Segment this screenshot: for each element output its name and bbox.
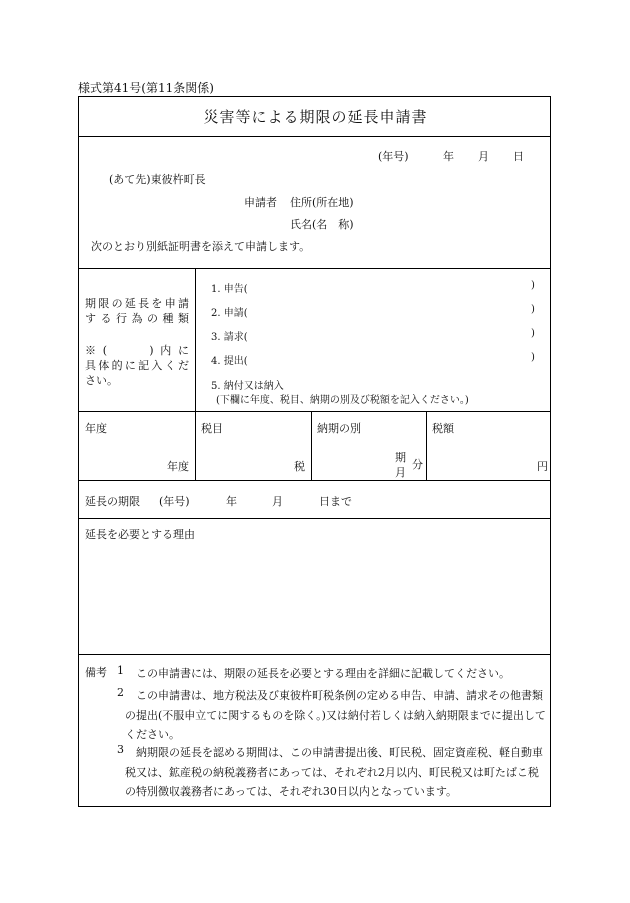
tax-col-divider-1 — [195, 411, 196, 480]
date-month: 月 — [478, 150, 489, 163]
act-item-1: 1. 申告( — [211, 284, 248, 295]
notes-label: 備考 — [85, 666, 107, 679]
applicant-label: 申請者 — [244, 196, 277, 209]
note-2-text: この申請書は、地方税法及び東彼杵町税条例の定める申告、申請、請求その他書類の提出(不服申立てに関するものを除く。)又は納付若しくは納入納期限までに提出してください。 — [125, 689, 546, 741]
acts-note-line-3: さい。 — [85, 374, 118, 387]
extension-divider — [79, 518, 550, 519]
address-label: 住所(所在地) — [290, 196, 354, 209]
act-item-2: 2. 申請( — [211, 308, 248, 319]
extension-label: 延長の期限 — [85, 495, 140, 508]
tax-item-unit: 税 — [294, 460, 305, 473]
name-label: 氏名(名 称) — [290, 218, 354, 231]
note-3-text: 納期限の延長を認める期間は、この申請書提出後、町民税、固定資産税、軽自動車税又は、鉱産税の納税義務者にあっては、それぞれ2月以内、町民税又は町たばこ税の特別徴収義務者にあっては、それぞれ30日以内となっています。 — [125, 746, 543, 798]
act-item-1-close: ) — [531, 280, 535, 291]
tax-col-divider-2 — [311, 411, 312, 480]
tax-amount-unit: 円 — [537, 460, 548, 473]
acts-column-divider — [195, 268, 196, 411]
application-form — [78, 96, 551, 807]
date-era: (年号) — [378, 150, 409, 163]
tax-period-unit-2: 月 — [395, 466, 406, 479]
act-item-5: 5. 納付又は納入 — [211, 381, 284, 392]
extension-month: 月 — [272, 495, 283, 508]
form-number: 様式第41号(第11条関係) — [78, 81, 214, 95]
date-day: 日 — [513, 150, 524, 163]
acts-label-line-2: する行為の種類 — [85, 312, 189, 325]
tax-header-year: 年度 — [85, 422, 107, 435]
acts-note-line-2: 具体的に記入くだ — [85, 359, 189, 372]
tax-period-unit-3: 分 — [412, 458, 423, 471]
tax-table-divider — [79, 480, 550, 481]
date-year: 年 — [443, 150, 454, 163]
act-item-4: 4. 提出( — [211, 356, 248, 367]
acts-label-line-1: 期限の延長を申請 — [85, 297, 189, 310]
act-item-5-note: (下欄に年度、税目、納期の別及び税額を記入ください。) — [216, 395, 469, 406]
extension-until: 日まで — [319, 495, 352, 508]
note-3-number: 3 — [117, 743, 124, 756]
note-1-number: 1 — [117, 664, 124, 677]
reason-label: 延長を必要とする理由 — [85, 528, 195, 541]
note-2-number: 2 — [117, 686, 124, 699]
header-divider — [79, 268, 550, 269]
acts-note-line-1: ※( )内に — [85, 344, 189, 357]
extension-year: 年 — [226, 495, 237, 508]
tax-year-unit: 年度 — [167, 460, 189, 473]
form-title: 災害等による期限の延長申請書 — [203, 108, 428, 126]
act-item-2-close: ) — [531, 304, 535, 315]
addressee: (あて先)東彼杵町長 — [109, 173, 206, 186]
tax-header-amount: 税額 — [432, 422, 454, 435]
tax-col-divider-3 — [426, 411, 427, 480]
tax-header-item: 税目 — [201, 422, 223, 435]
tax-period-unit-1: 期 — [395, 451, 406, 464]
statement: 次のとおり別紙証明書を添えて申請します。 — [91, 240, 311, 253]
acts-divider — [79, 411, 550, 412]
reason-divider — [79, 654, 550, 655]
tax-header-period: 納期の別 — [317, 422, 361, 435]
act-item-3: 3. 請求( — [211, 332, 248, 343]
title-divider — [79, 136, 550, 137]
extension-era: (年号) — [159, 495, 190, 508]
act-item-3-close: ) — [531, 328, 535, 339]
act-item-4-close: ) — [531, 352, 535, 363]
note-1-text: この申請書には、期限の延長を必要とする理由を詳細に記載してください。 — [136, 667, 510, 680]
